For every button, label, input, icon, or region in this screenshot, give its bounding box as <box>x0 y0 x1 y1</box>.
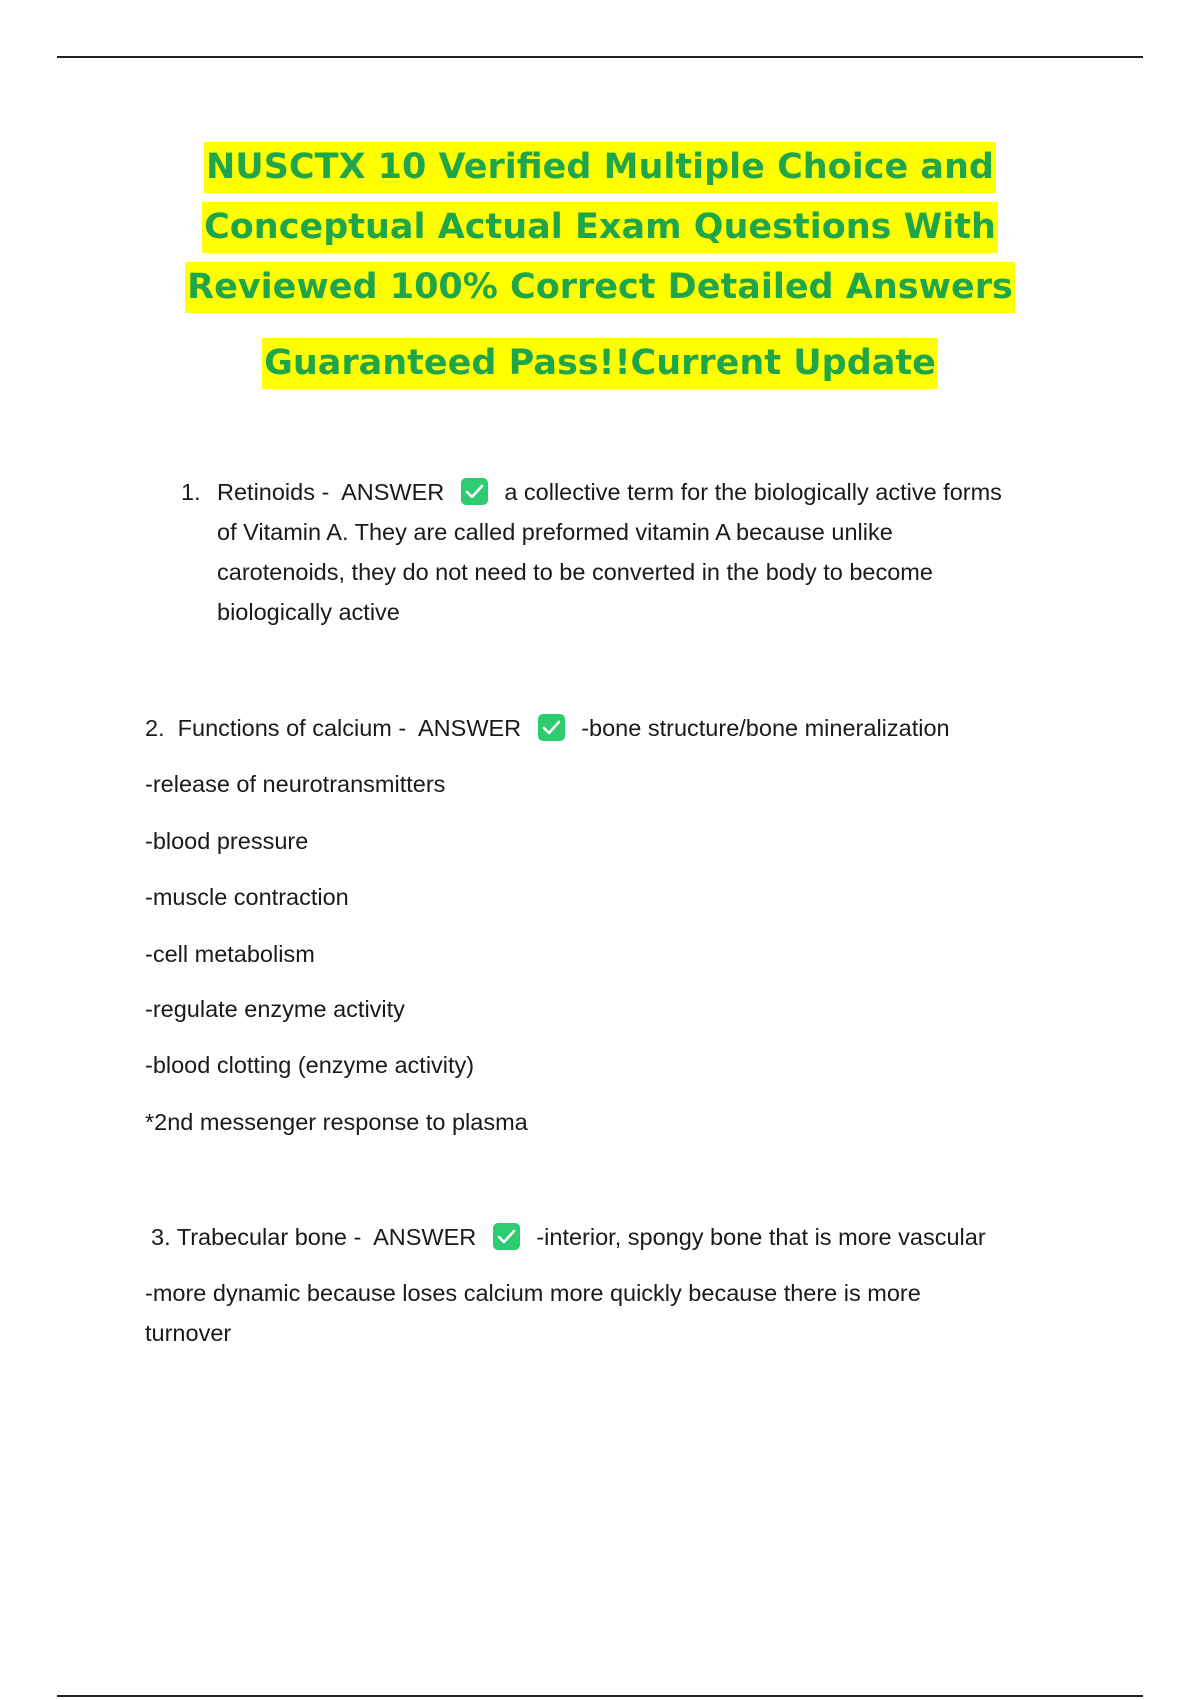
q2-item: -blood pressure <box>145 828 309 854</box>
q1-text: of Vitamin A. They are called preformed vitamin A because unlike <box>217 519 893 545</box>
q1-answer-label: ANSWER <box>341 479 445 505</box>
q3-first-line <box>151 1222 986 1252</box>
q1-text: biologically active <box>217 599 400 625</box>
bottom-rule <box>57 1695 1143 1697</box>
q3-text: -interior, spongy bone that is more vascular <box>536 1224 986 1250</box>
title-line: Conceptual Actual Exam Questions With <box>0 202 1200 262</box>
q2-first-line <box>145 713 950 743</box>
top-rule <box>57 56 1143 58</box>
q2-item: -regulate enzyme activity <box>145 996 405 1022</box>
check-icon <box>538 714 565 741</box>
q2-item: -blood clotting (enzyme activity) <box>145 1052 475 1078</box>
title-line: NUSCTX 10 Verified Multiple Choice and <box>0 142 1200 202</box>
document-title <box>0 142 1200 398</box>
q1-text: carotenoids, they do not need to be converted in the body to become <box>217 559 933 585</box>
title-line: Guaranteed Pass!!Current Update <box>0 338 1200 398</box>
q1-text: a collective term for the biologically active forms <box>504 479 1002 505</box>
q1-term: Retinoids - <box>217 479 330 505</box>
check-icon <box>493 1223 520 1250</box>
title-line: Reviewed 100% Correct Detailed Answers <box>0 262 1200 322</box>
q3-answer-label: ANSWER <box>373 1224 477 1250</box>
q2-item: -cell metabolism <box>145 941 315 967</box>
q3-text: -more dynamic because loses calcium more quickly because there is more <box>145 1280 921 1306</box>
q2-item: -muscle contraction <box>145 884 349 910</box>
check-icon <box>461 478 488 505</box>
q2-text: -bone structure/bone mineralization <box>581 715 950 741</box>
q3-text: turnover <box>145 1320 232 1346</box>
q2-item: *2nd messenger response to plasma <box>145 1109 528 1135</box>
q2-answer-label: ANSWER <box>418 715 522 741</box>
q3-term: Trabecular bone - <box>176 1224 362 1250</box>
q2-item: -release of neurotransmitters <box>145 771 446 797</box>
q3-number: 3. <box>151 1224 171 1250</box>
q1-first-line <box>217 477 1002 507</box>
q2-number: 2. <box>145 715 165 741</box>
q2-term: Functions of calcium - <box>177 715 407 741</box>
q1-number: 1. <box>181 479 201 505</box>
